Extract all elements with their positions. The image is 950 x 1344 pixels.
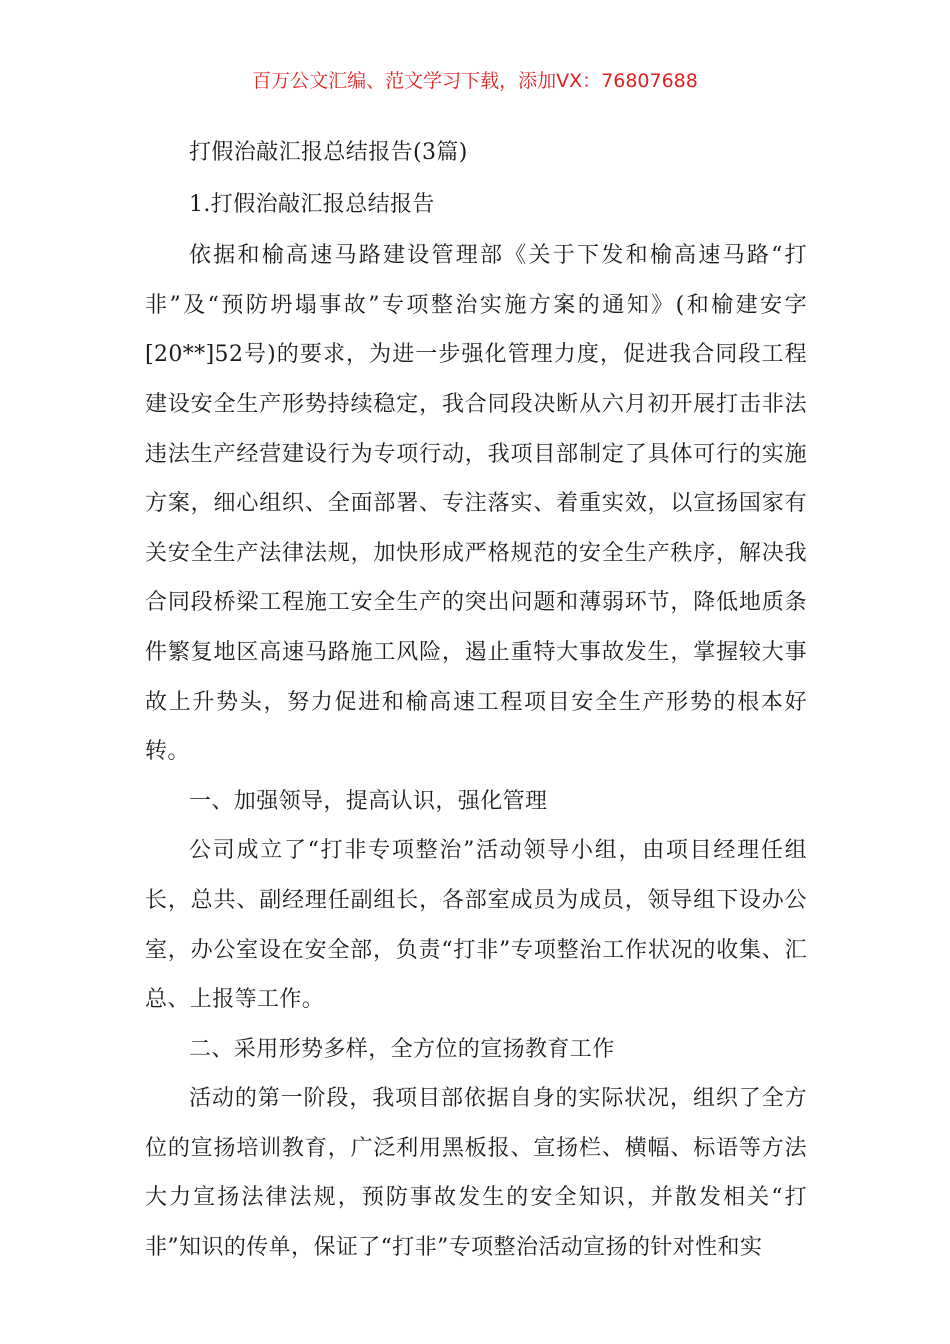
document-subtitle: 1.打假治敲汇报总结报告 (189, 191, 435, 217)
document-body (145, 128, 807, 1273)
document-title: 打假治敲汇报总结报告(3篇) (189, 140, 468, 165)
paragraph-intro: 依据和榆高速马路建设管理部《关于下发和榆高速马路“打非”及“预防坍塌事故”专项整治实施方案的通知》(和榆建安字[20**]52号)的要求，为进一步强化管理力度，促进我合同段工程建设安全生产形势持续稳定，我合同段决断从六月初开展打击非法违法生产经营建设行为专项行动，我项目部制定了具体可行的实施方案，细心组织、全面部署、专注落实、着重实效，以宣扬国家有关安全生产法律法规，加快形成严格规范的安全生产秩序，解决我合同段桥梁工程施工安全生产的突出问题和薄弱环节，降低地质条件繁复地区高速马路施工风险，遏止重特大事故发生，掌握较大事故上升势头，努力促进和榆高速工程项目安全生产形势的根本好转。 (145, 243, 807, 765)
section-heading-2: 二、采用形势多样，全方位的宣扬教育工作 (189, 1036, 615, 1062)
section-heading-1: 一、加强领导，提高认识，强化管理 (189, 788, 548, 814)
header-watermark: 百万公文汇编、范文学习下载，添加VX：76807688 (252, 70, 698, 92)
paragraph-section-1: 公司成立了“打非专项整治”活动领导小组，由项目经理任组长，总共、副经理任副组长，各部室成员为成员，领导组下设办公室，办公室设在安全部，负责“打非”专项整治工作状况的收集、汇总、上报等工作。 (145, 838, 807, 1013)
paragraph-section-2: 活动的第一阶段，我项目部依据自身的实际状况，组织了全方位的宣扬培训教育，广泛利用黑板报、宣扬栏、横幅、标语等方法大力宣扬法律法规，预防事故发生的安全知识，并散发相关“打非”知识的传单，保证了“打非”专项整治活动宣扬的针对性和实 (145, 1086, 807, 1261)
